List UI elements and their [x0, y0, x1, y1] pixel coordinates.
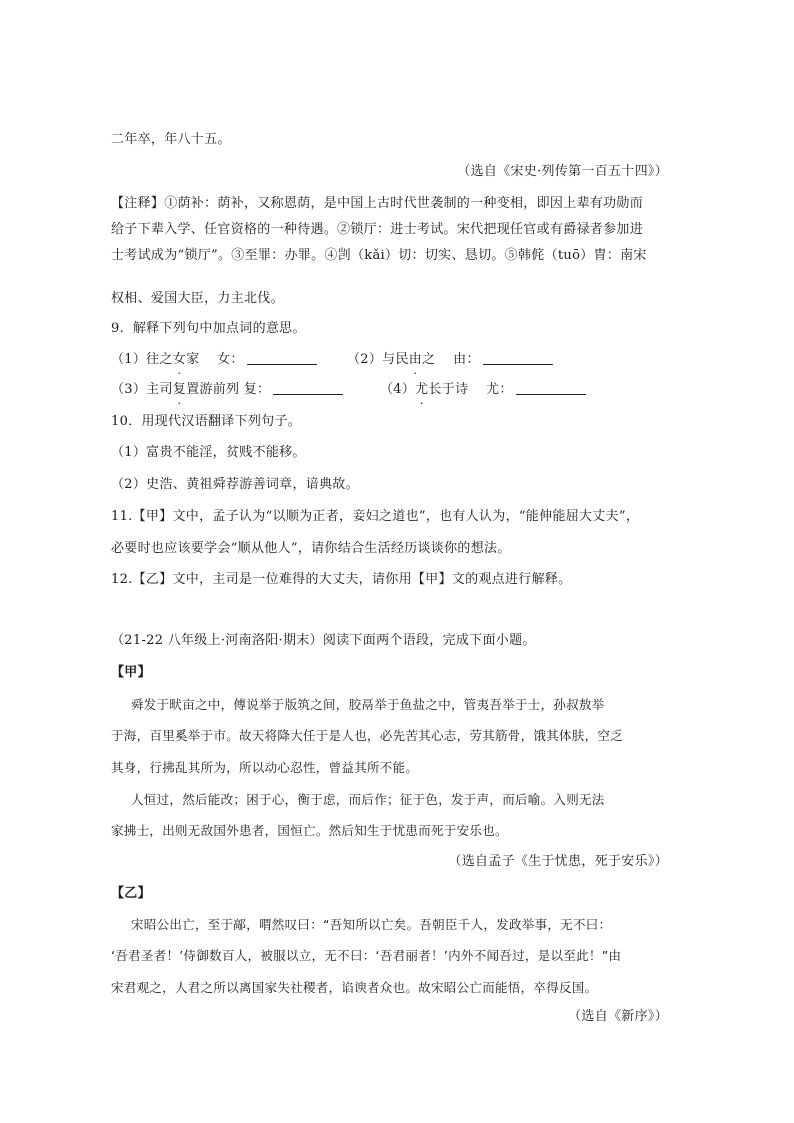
passage-line: 家拂士，出则无敌国外患者，国恒亡。然后知生于忧患而死于安乐也。 [111, 823, 508, 838]
q9-text: （3）主司 [111, 382, 173, 397]
answer-blank[interactable] [247, 350, 317, 365]
answer-blank[interactable] [273, 380, 343, 395]
q9-text: 长于诗 [428, 382, 469, 397]
source-citation: （选自《新序》） [568, 1009, 668, 1024]
q9-label: 尤： [486, 382, 513, 397]
q10-item-2: （2）史浩、黄祖舜荐游善词章，谙典故。 [111, 477, 359, 492]
passage-line: 舜发于畎亩之中，傅说举于版筑之间，胶鬲举于鱼盐之中，管夷吾举于士，孙叔敖举 [131, 697, 605, 712]
annotation-line: 给子下辈入学、任官资格的一种待遇。②锁厅：进士考试。宋代把现任官或有爵禄者参加进 [111, 222, 644, 237]
q9-text: （4） [380, 382, 416, 397]
q9-text: （1）往之 [111, 352, 173, 367]
q9-item-3 [111, 380, 343, 399]
answer-blank[interactable] [483, 350, 553, 365]
source-citation: （选自孟子《生于忧患，死于安乐》） [448, 854, 668, 869]
q10-item-1: （1）富贵不能淫，贫贱不能移。 [111, 445, 306, 460]
reading-intro: （21-22 八年级上·河南洛阳·期末）阅读下面两个语段，完成下面小题。 [111, 633, 536, 648]
q9-item-4 [380, 380, 586, 399]
q9-item-2 [347, 350, 553, 369]
q9-label: 女： [217, 352, 244, 367]
source-citation: （选自《宋史·列传第一百五十四》） [457, 164, 668, 179]
passage-line: ‘吾君圣者！’侍御数百人，被服以立，无不曰：‘吾君丽者！’内外不闻吾过，是以至此！”由 [111, 948, 622, 963]
dotted-word: 复 [172, 382, 187, 397]
q9-text: 家 [186, 352, 200, 367]
passage-line: 宋昭公出亡，至于鄗，喟然叹曰：“吾知所以亡矣。吾朝臣千人，发政举事，无不曰： [131, 917, 612, 932]
question-10: 10．用现代汉语翻译下列句子。 [111, 414, 302, 429]
q9-label: 复： [243, 382, 271, 397]
dotted-word: 由 [408, 352, 423, 367]
text-line: 二年卒，年八十五。 [111, 132, 231, 147]
answer-blank[interactable] [516, 380, 586, 395]
annotation-line: 士考试成为“锁厅”。③至罪：办罪。④剀（kǎi）切：切实、恳切。⑤韩侂（tuō）胄：南宋 [111, 248, 647, 263]
passage-line: 人恒过，然后能改；困于心，衡于虑，而后作；征于色，发于声，而后喻。入则无法 [131, 792, 605, 807]
section-yi-heading: 【乙】 [111, 886, 151, 901]
question-11: 11.【甲】文中，孟子认为“以顺为正者，妾妇之道也”，也有人认为，“能伸能屈大丈夫”， [111, 509, 640, 524]
q9-item-1 [111, 350, 317, 369]
q9-text: （2）与民 [347, 352, 409, 367]
annotation-line: 权相、爱国大臣，力主北伐。 [111, 291, 284, 306]
passage-line: 于海，百里奚举于市。故天将降大任于是人也，必先苦其心志，劳其筋骨，饿其体肤，空乏 [111, 728, 624, 743]
passage-line: 其身，行拂乱其所为，所以动心忍性，曾益其所不能。 [111, 760, 419, 775]
question-9: 9．解释下列句中加点词的意思。 [111, 321, 306, 336]
dotted-word: 尤 [415, 382, 429, 397]
section-jia-heading: 【甲】 [111, 665, 151, 680]
question-12: 12.【乙】文中，主司是一位难得的大丈夫，请你用【甲】文的观点进行解释。 [111, 572, 572, 587]
annotation-line: 【注释】①荫补：荫补，又称恩荫，是中国上古时代世袭制的一种变相，即因上辈有功勋而 [111, 196, 644, 211]
q9-label: 由： [453, 352, 480, 367]
question-11-cont: 必要时也应该要学会“顺从他人”，请你结合生活经历谈谈你的想法。 [111, 541, 511, 556]
passage-line: 宋君观之，人君之所以离国家失社稷者，谄谀者众也。故宋昭公亡而能悟，卒得反国。 [111, 980, 598, 995]
q9-text: 置游前列 [186, 382, 240, 397]
dotted-word: 女 [172, 352, 187, 367]
q9-text: 之 [422, 352, 436, 367]
